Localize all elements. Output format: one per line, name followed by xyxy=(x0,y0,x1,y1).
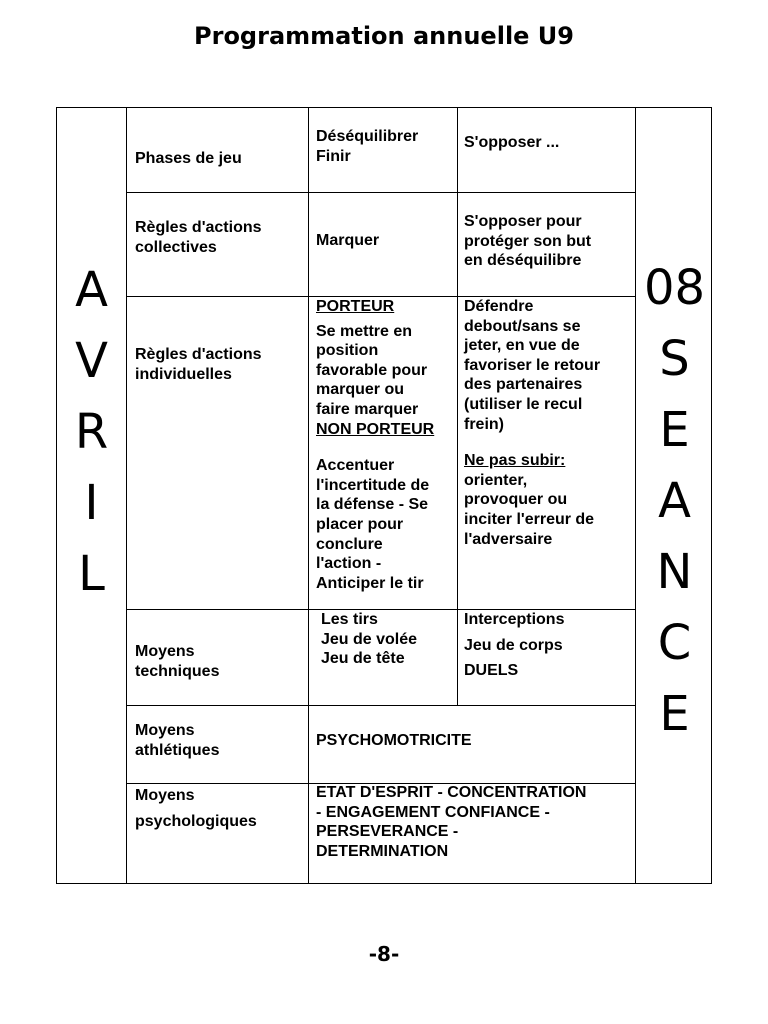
list-item: Jeu de tête xyxy=(321,650,405,668)
label-line: Moyens xyxy=(135,787,195,804)
label-line: athlétiques xyxy=(135,741,220,759)
session-letter: N xyxy=(656,544,693,600)
list-item: DUELS xyxy=(464,662,519,680)
text-line: (utiliser le recul xyxy=(464,395,583,413)
table-divider xyxy=(457,108,458,705)
list-item: Jeu de volée xyxy=(321,630,418,648)
session-number: 08 xyxy=(643,260,706,316)
text-line: conclure xyxy=(316,535,383,553)
month-letter: L xyxy=(78,546,105,602)
text-line: l'action - xyxy=(316,555,382,573)
row-label-phases: Phases de jeu xyxy=(135,150,242,167)
table-divider xyxy=(126,108,127,883)
table-divider xyxy=(127,705,635,706)
list-item: Interceptions xyxy=(464,611,565,628)
month-letter: R xyxy=(74,404,109,460)
text-line: la défense - Se xyxy=(316,496,429,514)
text-line: placer pour xyxy=(316,515,404,533)
row-label-collectives xyxy=(135,218,262,257)
list-item: Jeu de corps xyxy=(464,636,563,654)
text-line: inciter l'erreur de xyxy=(464,510,595,528)
row-label-techniques xyxy=(135,642,219,681)
month-letter: A xyxy=(75,262,108,318)
text-line: l'incertitude de xyxy=(316,476,430,494)
session-letter: E xyxy=(659,402,690,458)
session-label xyxy=(636,253,713,750)
page-number: -8- xyxy=(368,942,400,966)
text-line: marquer ou xyxy=(316,381,405,399)
row-label-athletiques xyxy=(135,721,219,760)
text-line: Défendre xyxy=(464,298,534,315)
psychologiques-value xyxy=(316,783,634,861)
row-label-individuelles xyxy=(135,345,262,384)
text-line: jeter, en vue de xyxy=(464,337,580,355)
session-letter: S xyxy=(659,331,690,387)
athletiques-value: PSYCHOMOTRICITE xyxy=(316,732,472,749)
phases-col3: S'opposer ... xyxy=(464,134,560,151)
label-line: Moyens xyxy=(135,722,195,739)
phases-col2 xyxy=(316,127,418,166)
text-line: favoriser le retour xyxy=(464,356,601,374)
text-line: Se mettre en xyxy=(316,322,413,340)
list-item: Les tirs xyxy=(321,611,378,628)
non-porteur-title: NON PORTEUR xyxy=(316,420,435,438)
session-letter: C xyxy=(657,615,692,671)
table-divider xyxy=(308,108,309,883)
label-line: collectives xyxy=(135,238,217,256)
text-line: faire marquer xyxy=(316,400,419,418)
phases-item: Finir xyxy=(316,147,351,165)
text-line: debout/sans se xyxy=(464,317,581,335)
text-line: des partenaires xyxy=(464,376,583,394)
text-line: position xyxy=(316,342,379,360)
label-line: individuelles xyxy=(135,365,232,383)
month-label xyxy=(57,255,126,610)
text-line: l'adversaire xyxy=(464,530,553,548)
text-line: Accentuer xyxy=(316,457,395,475)
text-line: orienter, xyxy=(464,471,528,489)
text-line: ETAT D'ESPRIT - CONCENTRATION xyxy=(316,784,587,801)
collectives-col2: Marquer xyxy=(316,232,380,249)
month-letter: V xyxy=(75,333,108,389)
session-letter: E xyxy=(659,686,690,742)
table-divider xyxy=(127,192,635,193)
techniques-col3 xyxy=(464,607,564,684)
text-line: DETERMINATION xyxy=(316,842,449,860)
phases-item: Déséquilibrer xyxy=(316,128,419,145)
ne-pas-subir-title: Ne pas subir: xyxy=(464,452,566,470)
month-letter: I xyxy=(84,475,99,531)
text-line: frein) xyxy=(464,415,504,433)
collectives-col3 xyxy=(464,212,591,271)
text-line: provoquer ou xyxy=(464,491,568,509)
label-line: psychologiques xyxy=(135,812,257,830)
label-line: Règles d'actions xyxy=(135,346,262,363)
text-line: - ENGAGEMENT CONFIANCE - xyxy=(316,803,550,821)
label-line: Règles d'actions xyxy=(135,219,262,236)
text-line: Anticiper le tir xyxy=(316,574,424,592)
label-line: techniques xyxy=(135,662,220,680)
text-line: en déséquilibre xyxy=(464,252,582,270)
programme-table xyxy=(56,107,712,884)
row-label-psychologiques xyxy=(135,783,257,834)
text-line: favorable pour xyxy=(316,361,428,379)
individuelles-col2 xyxy=(316,297,456,593)
individuelles-col3 xyxy=(464,297,634,549)
techniques-col2 xyxy=(321,610,417,669)
porteur-title: PORTEUR xyxy=(316,298,395,315)
label-line: Moyens xyxy=(135,643,195,660)
text-line: protéger son but xyxy=(464,232,592,250)
text-line: PERSEVERANCE - xyxy=(316,823,459,841)
page-title: Programmation annuelle U9 xyxy=(194,22,574,50)
text-line: S'opposer pour xyxy=(464,213,582,230)
session-letter: A xyxy=(658,473,691,529)
